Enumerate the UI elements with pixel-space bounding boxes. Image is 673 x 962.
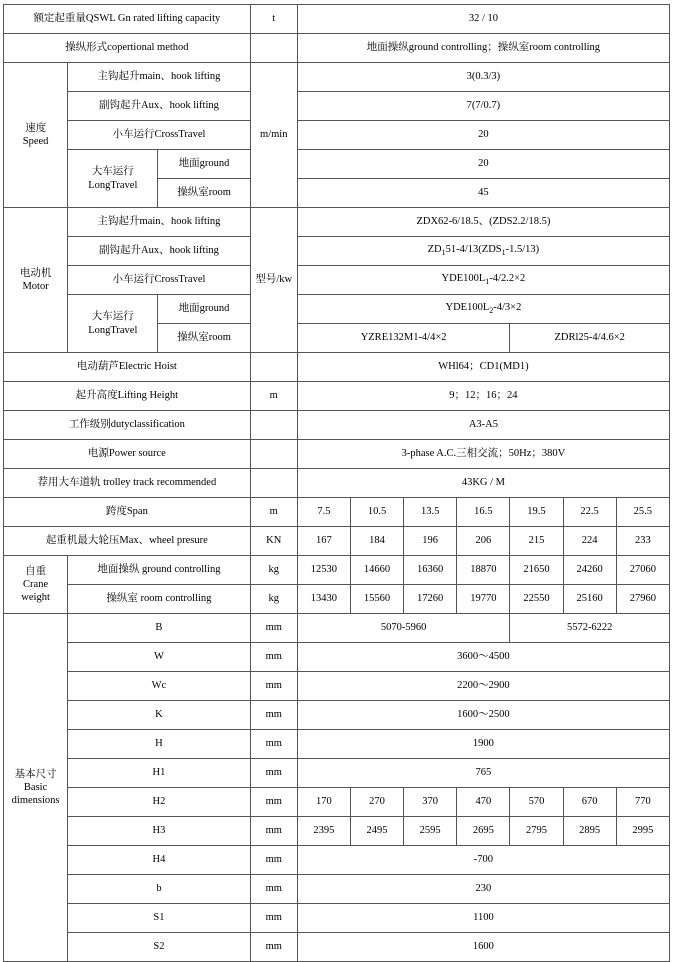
value-cell: 27960 [616, 585, 669, 614]
table-row [4, 469, 670, 498]
row-label-duty-classification: 工作级别dutyclassification [4, 411, 251, 440]
table-row [4, 527, 670, 556]
value-cell: 14660 [350, 556, 403, 585]
table-row [4, 34, 670, 63]
group-label-speed: 速度 Speed [4, 63, 68, 208]
table-row [4, 121, 670, 150]
row-label-H4: H4 [68, 846, 251, 875]
table-row [4, 672, 670, 701]
unit-cell: mm [250, 788, 297, 817]
value-cell: 765 [297, 759, 669, 788]
table-row [4, 585, 670, 614]
row-sublabel-ground: 地面ground [158, 295, 250, 324]
table-row [4, 643, 670, 672]
row-label-S2: S2 [68, 933, 251, 962]
value-cell: 10.5 [350, 498, 403, 527]
unit-cell: mm [250, 759, 297, 788]
value-cell: 19770 [457, 585, 510, 614]
value-cell: 370 [404, 788, 457, 817]
value-cell: 43KG / M [297, 469, 669, 498]
table-row [4, 353, 670, 382]
table-row [4, 440, 670, 469]
group-label-basic-dimensions: 基本尺寸 Basic dimensions [4, 614, 68, 962]
value-cell: 18870 [457, 556, 510, 585]
value-cell: 2200～2900 [297, 672, 669, 701]
value-cell: 2395 [297, 817, 350, 846]
table-row [4, 933, 670, 962]
row-label-S1: S1 [68, 904, 251, 933]
value-cell: 170 [297, 788, 350, 817]
table-row [4, 150, 670, 179]
unit-cell: kg [250, 556, 297, 585]
unit-cell: t [250, 5, 297, 34]
row-label-power-source: 电源Power source [4, 440, 251, 469]
value-cell: 670 [563, 788, 616, 817]
unit-cell: mm [250, 730, 297, 759]
unit-cell: mm [250, 846, 297, 875]
value-cell: 27060 [616, 556, 669, 585]
unit-cell: kg [250, 585, 297, 614]
value-cell: 184 [350, 527, 403, 556]
table-row [4, 701, 670, 730]
row-sublabel-ground: 地面ground [158, 150, 250, 179]
value-cell: ZDX62-6/18.5、(ZDS2.2/18.5) [297, 208, 669, 237]
table-row [4, 556, 670, 585]
value-cell: 7(7/0.7) [297, 92, 669, 121]
table-row [4, 614, 670, 643]
value-cell: 12530 [297, 556, 350, 585]
value-cell: 2695 [457, 817, 510, 846]
value-cell: 770 [616, 788, 669, 817]
row-label-trolley-track: 荐用大车道轨 trolley track recommended [4, 469, 251, 498]
value-cell: 24260 [563, 556, 616, 585]
unit-cell: m [250, 382, 297, 411]
value-cell: 9；12；16；24 [297, 382, 669, 411]
unit-cell: mm [250, 614, 297, 643]
value-cell: 16360 [404, 556, 457, 585]
value-cell: 230 [297, 875, 669, 904]
value-cell: 20 [297, 121, 669, 150]
value-cell: $YDE100L_2-4/3\times 2$ [297, 295, 669, 324]
table-row [4, 5, 670, 34]
row-label-B: B [68, 614, 251, 643]
value-cell: 地面操纵ground controlling；操纵室room controlling [297, 34, 669, 63]
value-cell: 2795 [510, 817, 563, 846]
value-cell-right: 5572-6222 [510, 614, 670, 643]
row-label-long-travel-speed: 大车运行 LongTravel [68, 150, 158, 208]
row-label-H2: H2 [68, 788, 251, 817]
value-cell: 3600～4500 [297, 643, 669, 672]
value-cell: 1600～2500 [297, 701, 669, 730]
value-cell: 196 [404, 527, 457, 556]
value-cell: 215 [510, 527, 563, 556]
value-cell: $YDE100L_1-4/2.2\times 2$ [297, 266, 669, 295]
table-row [4, 846, 670, 875]
table-row [4, 382, 670, 411]
value-cell: 233 [616, 527, 669, 556]
row-label-lifting-height: 起升高度Lifting Height [4, 382, 251, 411]
value-cell: 206 [457, 527, 510, 556]
value-cell: 2595 [404, 817, 457, 846]
value-cell: 22.5 [563, 498, 616, 527]
row-label-H1: H1 [68, 759, 251, 788]
value-cell: 32 / 10 [297, 5, 669, 34]
row-label-H3: H3 [68, 817, 251, 846]
value-cell: 20 [297, 150, 669, 179]
value-cell-left: 5070-5960 [297, 614, 510, 643]
unit-cell [250, 440, 297, 469]
value-cell-left: YZRE132M1-4/4×2 [297, 324, 510, 353]
unit-cell [250, 34, 297, 63]
unit-cell [250, 411, 297, 440]
value-cell-right: ZDRl25-4/4.6×2 [510, 324, 670, 353]
unit-cell: mm [250, 643, 297, 672]
table-row [4, 817, 670, 846]
value-cell: 25.5 [616, 498, 669, 527]
value-cell: 21650 [510, 556, 563, 585]
value-cell: 22550 [510, 585, 563, 614]
value-cell: 25160 [563, 585, 616, 614]
value-cell: 470 [457, 788, 510, 817]
unit-cell-speed: m/min [250, 63, 297, 208]
value-cell: 15560 [350, 585, 403, 614]
value-cell: 1100 [297, 904, 669, 933]
value-cell: 13.5 [404, 498, 457, 527]
unit-cell: mm [250, 701, 297, 730]
row-label-span: 跨度Span [4, 498, 251, 527]
table-row [4, 759, 670, 788]
row-label-long-travel-motor: 大车运行 LongTravel [68, 295, 158, 353]
unit-cell: m [250, 498, 297, 527]
group-label-motor: 电动机 Motor [4, 208, 68, 353]
table-row [4, 266, 670, 295]
row-label-b: b [68, 875, 251, 904]
table-row [4, 208, 670, 237]
value-cell: 2495 [350, 817, 403, 846]
value-cell: 570 [510, 788, 563, 817]
value-cell: 3(0.3/3) [297, 63, 669, 92]
table-row [4, 237, 670, 266]
row-label-H: H [68, 730, 251, 759]
value-cell: 17260 [404, 585, 457, 614]
row-label-room-controlling-weight: 操纵室 room controlling [68, 585, 251, 614]
value-cell: 13430 [297, 585, 350, 614]
value-cell: -700 [297, 846, 669, 875]
row-label-cross-travel-motor: 小车运行CrossTravel [68, 266, 251, 295]
value-cell: 224 [563, 527, 616, 556]
unit-cell [250, 469, 297, 498]
group-label-crane-weight: 自重 Crane weight [4, 556, 68, 614]
value-cell: $ZD_151-4/13(ZDS_1-1.5/13)$ [297, 237, 669, 266]
value-cell: 1900 [297, 730, 669, 759]
row-label-main-hook-lifting-motor: 主钩起升main、hook lifting [68, 208, 251, 237]
value-cell: 270 [350, 788, 403, 817]
value-cell: 1600 [297, 933, 669, 962]
unit-cell: mm [250, 933, 297, 962]
unit-cell-motor: 型号/kw [250, 208, 297, 353]
table-row [4, 730, 670, 759]
row-label-wheel-pressure: 起重机最大轮压Max、wheel presure [4, 527, 251, 556]
value-cell: A3-A5 [297, 411, 669, 440]
unit-cell [250, 353, 297, 382]
table-row [4, 904, 670, 933]
row-label-Wc: Wc [68, 672, 251, 701]
value-cell: WHl64；CD1(MD1) [297, 353, 669, 382]
row-label-electric-hoist: 电动葫芦Electric Hoist [4, 353, 251, 382]
table-row [4, 788, 670, 817]
unit-cell: KN [250, 527, 297, 556]
value-cell: 2995 [616, 817, 669, 846]
table-row [4, 411, 670, 440]
row-sublabel-room: 操纵室room [158, 324, 250, 353]
unit-cell: mm [250, 672, 297, 701]
specification-table [3, 4, 670, 962]
value-cell: 19.5 [510, 498, 563, 527]
table-row [4, 875, 670, 904]
unit-cell: mm [250, 875, 297, 904]
row-label-ground-controlling-weight: 地面操纵 ground controlling [68, 556, 251, 585]
row-label-aux-hook-lifting-speed: 副钩起升Aux、hook lifting [68, 92, 251, 121]
row-label-aux-hook-lifting-motor: 副钩起升Aux、hook lifting [68, 237, 251, 266]
value-cell: 16.5 [457, 498, 510, 527]
row-label-main-hook-lifting-speed: 主钩起升main、hook lifting [68, 63, 251, 92]
unit-cell: mm [250, 817, 297, 846]
row-label-W: W [68, 643, 251, 672]
row-label-cross-travel-speed: 小车运行CrossTravel [68, 121, 251, 150]
value-cell: 167 [297, 527, 350, 556]
row-sublabel-room: 操纵室room [158, 179, 250, 208]
value-cell: 3-phase A.C.三相交流；50Hz；380V [297, 440, 669, 469]
table-row [4, 295, 670, 324]
value-cell: 2895 [563, 817, 616, 846]
value-cell: 45 [297, 179, 669, 208]
table-row [4, 498, 670, 527]
row-label-rated-capacity: 额定起重量QSWL Gn rated lifting capacity [4, 5, 251, 34]
row-label-K: K [68, 701, 251, 730]
row-label-operational-method: 操纵形式copertional method [4, 34, 251, 63]
value-cell: 7.5 [297, 498, 350, 527]
table-row [4, 63, 670, 92]
table-row [4, 92, 670, 121]
unit-cell: mm [250, 904, 297, 933]
